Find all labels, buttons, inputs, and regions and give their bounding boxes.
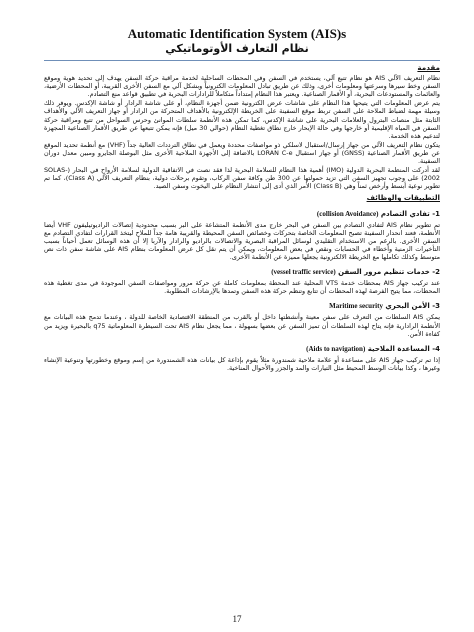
section-body-security: يمكن AIS السلطات من التعرف على سفن معينة وأنشطتها داخل أو بالقرب من المنطقة الاقتصادية الخاصة للدولة ، وعندما تدمج هذه البيانات مع الأنظمة الرادارية فإنه يتاح لهذه السلطات أن تميز السفن عن بعضها بسهولة ، مما يجعل نظام AIS تحت السيطرة المعلوماتية q75 بالبحيرة ويزيد من كفاءة الأمن. — [44, 313, 441, 338]
intro-paragraph-3: يتكون نظام التعريف الآلي من جهاز إرسال/استقبال لاسلكي ذو مواصفات محددة ويعمل في نطاق الترددات العالية جداً (VHF) مع أنظمة تحديد الموقع عن طريق الأقمار الصناعية (GNSS) أو جهاز استقبال LORAN C-e بالاضافة إلى الأجهزة الملاحية الأخرى مثل البوصلة الجايرو ومبين معدل دوران السفينة. — [44, 140, 440, 166]
section-title-english: (Aids to navigation) — [306, 344, 366, 353]
section-body-vts: عند تركيب جهاز AIS بمحطات خدمة VTS المحلية عند المحطة بمعلومات كاملة عن حركة مرور ومواصفات السفن الموجودة في مدى تغطية هذه المحطات، مما يتيح الفرصة لهذه المحطات أن تتابع وتنظم حركة هذه السفن وتمدها بالإرشادات المطلوبة. — [44, 279, 441, 296]
title-divider — [44, 60, 440, 61]
intro-paragraph-2: يتم عرض المعلومات التي يتيحها هذا النظام على شاشات عرض الكترونية ضمن أجهزة النظام، أو على شاشة الرادار أو شاشة الإكدس. ويوفر ذلك وسيلة مهمة لضباط الملاحة على السفن تربط موقع السفينة على الخريطة الإلكترونية بالأهداف المتحركة من الرادار أو جهاز التعريف الآلي والأهداف الثابتة مثل منصات البترول والعلامات البحرية على شاشة الإكدس، كما تمكن هذه الأنظمة سلطات الموانئ وحرس السواحل من تتبع ومراقبة حركة السفن في المياه الإقليمية أو خارجها وفي حالة الإبحار خارج نطاق تغطية النظام (حوالي 30 ميل) فإنه يمكن تتبعها عن طريق الأقمار الصناعية المجهزة لتدعيم هذه الخدمة. — [44, 99, 440, 140]
section-heading-security — [44, 302, 440, 310]
section-title-english: (vessel traffic service) — [271, 268, 336, 277]
section-heading-vts — [44, 268, 440, 276]
section-title-english: (collision Avoidance) — [316, 209, 379, 218]
section-heading-collision — [44, 210, 440, 218]
section-heading-aids — [44, 345, 440, 353]
document-title-english: Automatic Identification System (AIS)s — [127, 26, 347, 41]
intro-heading: مقدمة — [417, 63, 440, 72]
section-title-arabic: 4- المساعدة الملاحية — [367, 344, 440, 353]
section-title-arabic: 1- تفادي التصادم — [380, 209, 440, 218]
document-body — [44, 64, 440, 373]
document-title-arabic: نظام التعارف الأوتوماتيكي — [165, 42, 309, 55]
section-title-arabic: 2- خدمات تنظيم مرور السفن — [338, 268, 440, 277]
page-number: 17 — [232, 614, 242, 624]
section-body-collision: تم تطوير نظام AIS لتفادي التصادم بين السفن في البحر خارج مدى الأنظمة المتشاعة على البر بسبب محدودية إتصالات الراديوتيليفون VHF أيضا الأنظمة، فعند انحدار السفينة تصبح المعلومات الخاصة بتحركات وخصائص السفن المحيطة والقريبة هامة جداً للملاح ليتخذ القرارات لتفادي التصادم مع السفن الأخرى. بالرغم من الاستخدام التقليدي لوسائل المراقبة البصرية والاتصالات بالراديو والرادار والآربا إلا أن هذه الوسائل تعمل أحياناً بسبب التأخيرات الزمنية وأخطاء في الحسابات ونقص في بعض المعلومات، ويمكن أن يتم نقل كل عرض المعلومات بنظام AIS على شاشة سفن ذات نص متوسط وكذلك تكاملها مع الخريطة الالكترونية يجعلها مميزة عن الأنظمة الأخرى. — [44, 220, 440, 261]
intro-paragraph-1: نظام التعريف الآلي AIS هو نظام تتبع آلي، يستخدم في السفن وفي المحطات الساحلية لخدمة مراقبة حركة السفن يهدف إلى تحديد هوية وموقع السفن وخط سيرها وسرعتها ومعلومات أخرى، وذلك عن طريق تبادل المعلومات الكترونياً وبشكل آلي مع السفن الأخرى القريبة، أو المحطات الأرضية، والعائمات والمستودعات البحرية، أو الأقمار الصناعية. ويعتبر هذا النظام إمتداداً متكاملاً للرادارات البحرية في تطبيق قواعد منع التصادم. — [44, 74, 440, 99]
section-title-arabic: 3- الأمن البحري — [385, 302, 440, 311]
intro-paragraph-4: لقد أدركت المنظمة البحرية الدولية (IMO) أهمية هذا النظام للسلامة البحرية لذا فقد نصت في الاتفاقية الدولية لسلامة الأرواح في البحار (SOLAS-2002) على وجوب تجهيز السفن التي تزيد حمولتها عن 300 طن وكافة سفن الركاب، وتقوم برحلات دولية، بنظام التعريف الآلي (Class A)، كما تم تطوير نوعية أبسط وأرخص ثمناً وهي (Class B) الأمر الذي أدى إلى انتشار النظام على اليخوت وسفن الصيد. — [44, 166, 440, 191]
applications-heading: التطبيقات والوظائف — [366, 193, 440, 203]
section-title-english: Maritime security — [329, 302, 383, 311]
section-body-aids: إذا تم تركيب جهاز AIS على مساعدة أو علامة ملاحية شمندورة مثلاً يقوم بإذاعة كل بيانات هذه الشمندورة من إسم وموقع وخطورتها وتنوعية الإنشاء وغيرها ، وكذا بيانات الوسط المحيط مثل التيارات والمد والجزر والأحوال المناخية. — [44, 355, 440, 372]
